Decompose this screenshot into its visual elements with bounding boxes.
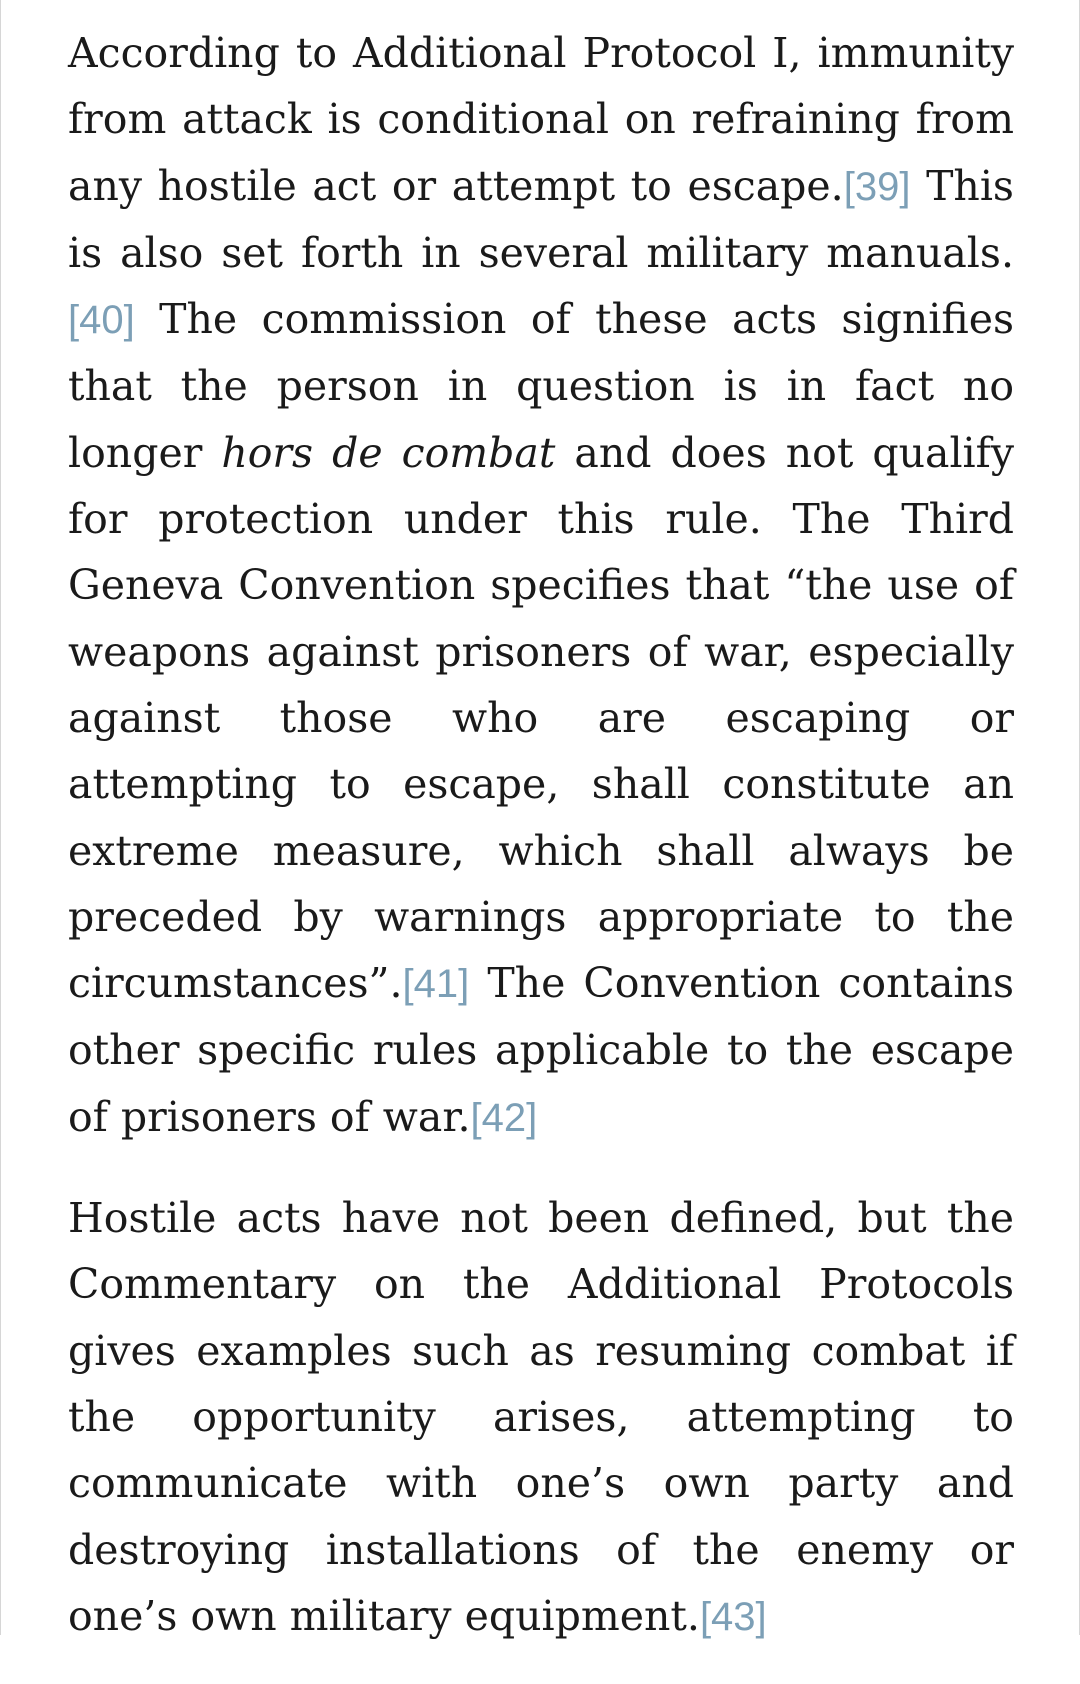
footnote-link-41[interactable]: [41] (402, 962, 470, 1007)
footnote-link-40[interactable]: [40] (68, 298, 135, 343)
footnote-link-39[interactable]: [39] (843, 164, 911, 209)
italic-term: hors de combat (221, 428, 556, 477)
footnote-link-42[interactable]: [42] (470, 1095, 538, 1140)
text-run: This is also set forth in several military manuals. (68, 161, 1014, 277)
article-body (68, 20, 1014, 1684)
paragraph (68, 1185, 1014, 1650)
text-run: and does not qualify for protection under this rule. The Third Geneva Convention specifies that “the use of weapons against prisoners of war, especially against those who are escaping or attempting to escape, shall constitute an extreme measure, which shall always be preceded by warnings appropriate to the circumstances”. (68, 428, 1015, 1008)
text-run: The Convention contains other specific rules applicable to the escape of prisoners of war. (68, 959, 1014, 1141)
paragraph (68, 20, 1014, 1151)
footnote-link-43[interactable]: [43] (699, 1594, 767, 1639)
text-run: The commission of these acts signifies that the person in question is in fact no longer (68, 295, 1014, 477)
text-run: Hostile acts have not been defined, but the Commentary on the Additional Protocols gives examples such as resuming combat if the opportunity arises, attempting to communicate with one’s own party and destroying installations of the enemy or one’s own military equipment. (68, 1194, 1014, 1640)
text-run: According to Additional Protocol I, immunity from attack is conditional on refraining from any hostile act or attempt to escape. (68, 29, 1014, 210)
